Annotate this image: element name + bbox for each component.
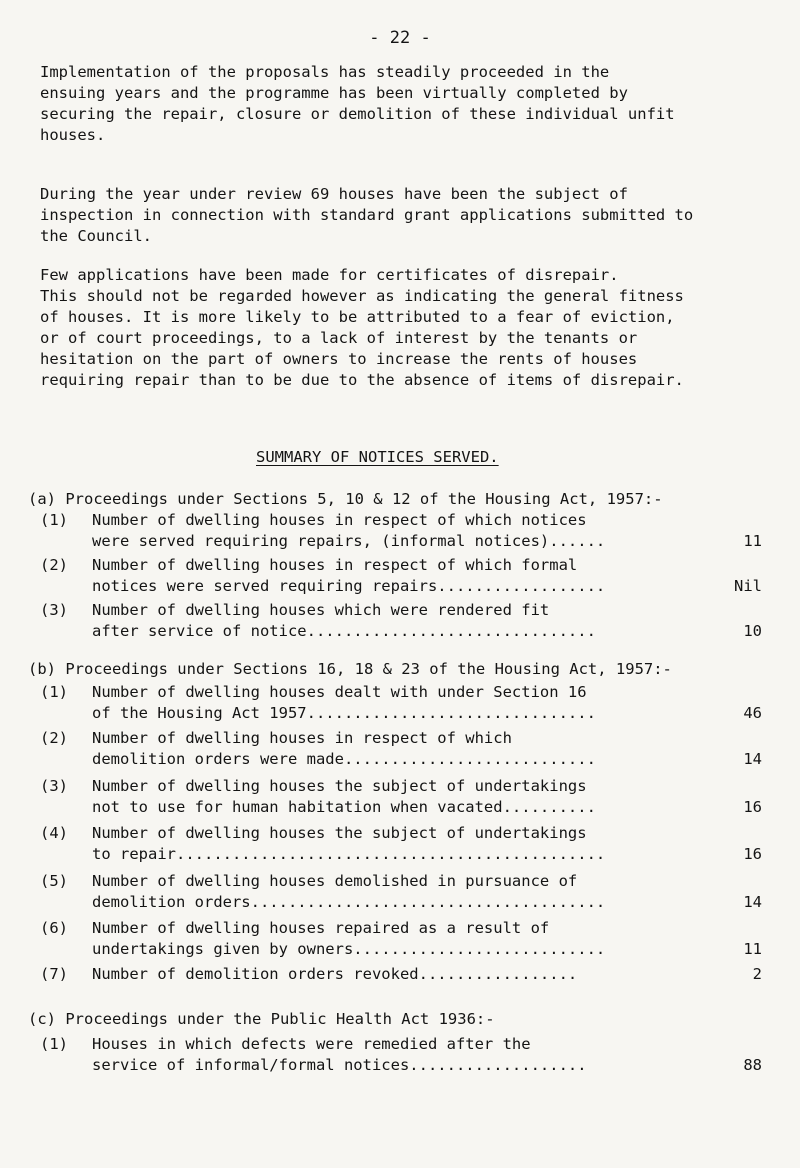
- item-number: (4): [40, 824, 68, 842]
- item-text: Number of dwelling houses the subject of undertakings to repair..............................................: [92, 824, 606, 863]
- item-value: Nil: [734, 577, 762, 595]
- item-text: Number of dwelling houses in respect of which demolition orders were made...........................: [92, 729, 596, 768]
- item-text: Number of dwelling houses which were rendered fit after service of notice...............................: [92, 601, 596, 640]
- section-b-title: (b) Proceedings under Sections 16, 18 & 23 of the Housing Act, 1957:-: [28, 660, 672, 678]
- item-value: 88: [743, 1056, 762, 1074]
- paragraph-inspection: During the year under review 69 houses have been the subject of inspection in connection with standard grant applications submitted to the Council.: [40, 185, 694, 245]
- item-text: Number of dwelling houses demolished in pursuance of demolition orders......................................: [92, 872, 606, 911]
- item-number: (3): [40, 601, 68, 619]
- item-value: 16: [743, 845, 762, 863]
- item-value: 10: [743, 622, 762, 640]
- item-text: Number of dwelling houses the subject of undertakings not to use for human habitation when vacated..........: [92, 777, 596, 816]
- item-value: 11: [743, 532, 762, 550]
- item-value: 2: [752, 965, 762, 983]
- paragraph-disrepair: Few applications have been made for certificates of disrepair. This should not be regarded however as indicating the general fitness of houses. It is more likely to be attributed to a fear of eviction, or of court proceedings, to a lack of interest by the tenants or hesitation on the part of owners to increase the rents of houses requiring repair than to be due to the absence of items of disrepair.: [40, 266, 684, 389]
- item-number: (1): [40, 683, 68, 701]
- item-number: (6): [40, 919, 68, 937]
- item-text: Number of dwelling houses in respect of which formal notices were served requiring repairs..................: [92, 556, 606, 595]
- section-c-title: (c) Proceedings under the Public Health Act 1936:-: [28, 1010, 495, 1028]
- item-value: 14: [743, 750, 762, 768]
- item-value: 11: [743, 940, 762, 958]
- section-a-title: (a) Proceedings under Sections 5, 10 & 12 of the Housing Act, 1957:-: [28, 490, 663, 508]
- item-number: (2): [40, 729, 68, 747]
- paragraph-implementation: Implementation of the proposals has steadily proceeded in the ensuing years and the programme has been virtually completed by securing the repair, closure or demolition of these individual unfit houses.: [40, 63, 675, 144]
- page-number: - 22 -: [369, 28, 431, 48]
- item-value: 16: [743, 798, 762, 816]
- item-number: (7): [40, 965, 68, 983]
- summary-heading: SUMMARY OF NOTICES SERVED.: [256, 448, 499, 466]
- item-number: (1): [40, 1035, 68, 1053]
- item-text: Houses in which defects were remedied after the service of informal/formal notices...................: [92, 1035, 587, 1074]
- item-number: (3): [40, 777, 68, 795]
- item-text: Number of dwelling houses in respect of which notices were served requiring repairs, (informal notices)......: [92, 511, 606, 550]
- item-value: 14: [743, 893, 762, 911]
- item-number: (2): [40, 556, 68, 574]
- item-value: 46: [743, 704, 762, 722]
- item-number: (5): [40, 872, 68, 890]
- item-number: (1): [40, 511, 68, 529]
- item-text: Number of dwelling houses dealt with under Section 16 of the Housing Act 1957...............................: [92, 683, 596, 722]
- item-text: Number of dwelling houses repaired as a result of undertakings given by owners...........................: [92, 919, 606, 958]
- item-text: Number of demolition orders revoked.................: [92, 965, 578, 983]
